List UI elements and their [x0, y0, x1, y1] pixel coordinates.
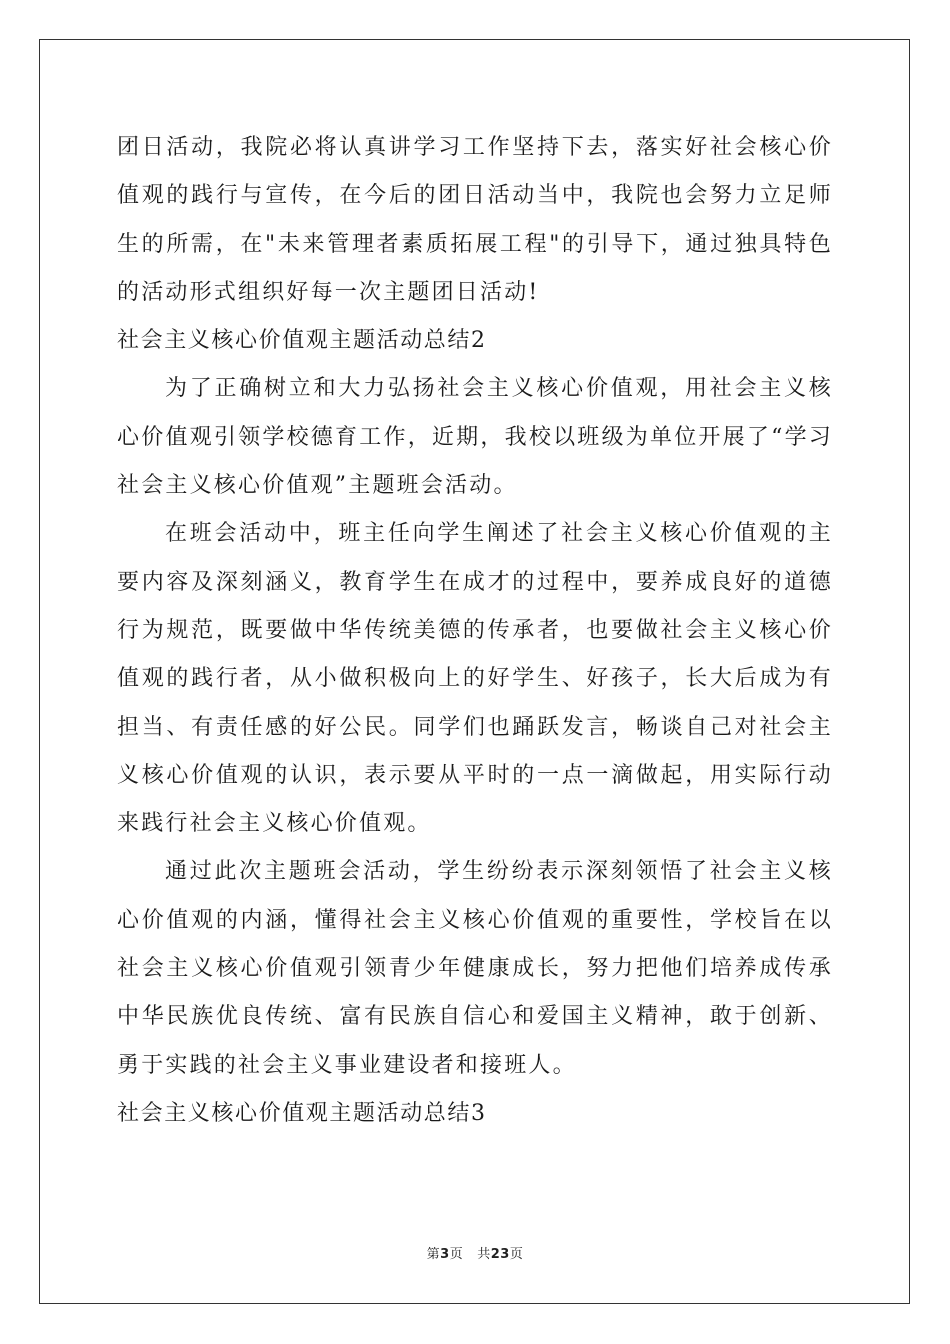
total-pages: 23: [490, 1247, 510, 1262]
document-body: [117, 124, 833, 1138]
section-heading-3: 社会主义核心价值观主题活动总结3: [117, 1100, 487, 1126]
page-suffix: 页: [449, 1247, 464, 1262]
total-suffix: 页: [509, 1247, 524, 1262]
section-heading-2: 社会主义核心价值观主题活动总结2: [117, 328, 487, 354]
page-number: 3: [440, 1247, 450, 1262]
total-prefix: 共: [477, 1247, 491, 1262]
paragraph-class-meeting: 在班会活动中，班主任向学生阐述了社会主义核心价值观的主要内容及深刻涵义，教育学生在成才的过程中，要养成良好的道德行为规范，既要做中华传统美德的传承者，也要做社会主义核心价值观的践行者，从小做积极向上的好学生、好孩子，长大后成为有担当、有责任感的好公民。同学们也踊跃发言，畅谈自己对社会主义核心价值观的认识，表示要从平时的一点一滴做起，用实际行动来践行社会主义核心价值观。: [117, 521, 833, 837]
page-footer: [0, 1243, 950, 1262]
paragraph-continuation: 团日活动，我院必将认真讲学习工作坚持下去，落实好社会核心价值观的践行与宣传，在今后的团日活动当中，我院也会努力立足师生的所需，在"未来管理者素质拓展工程"的引导下，通过独具特色的活动形式组织好每一次主题团日活动!: [117, 135, 833, 305]
paragraph-intro: 为了正确树立和大力弘扬社会主义核心价值观，用社会主义核心价值观引领学校德育工作，近期，我校以班级为单位开展了“学习社会主义核心价值观”主题班会活动。: [117, 376, 833, 499]
paragraph-outcome: 通过此次主题班会活动，学生纷纷表示深刻领悟了社会主义核心价值观的内涵，懂得社会主义核心价值观的重要性，学校旨在以社会主义核心价值观引领青少年健康成长，努力把他们培养成传承中华民族优良传统、富有民族自信心和爱国主义精神，敢于创新、勇于实践的社会主义事业建设者和接班人。: [117, 859, 833, 1078]
page-prefix: 第: [426, 1247, 441, 1262]
